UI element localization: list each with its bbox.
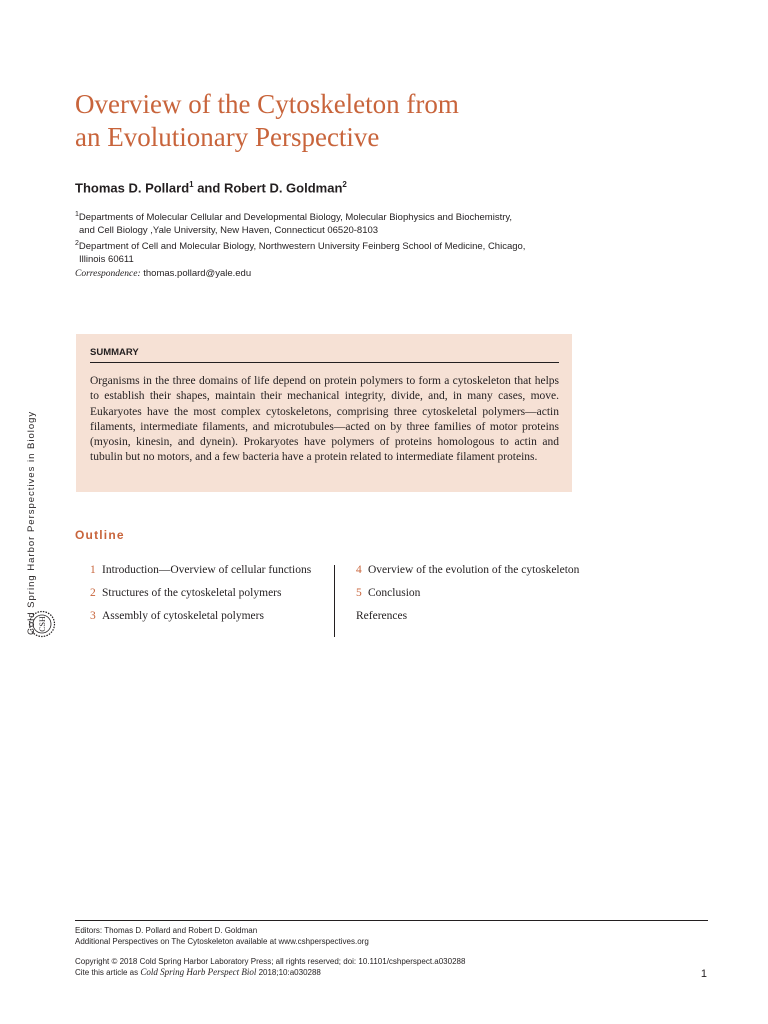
outline-left-column bbox=[90, 563, 330, 632]
title-line-2: an Evolutionary Perspective bbox=[75, 122, 380, 152]
outline-item[interactable] bbox=[356, 609, 656, 624]
outline-item[interactable] bbox=[90, 563, 330, 578]
author-1-sup: 1 bbox=[189, 180, 194, 189]
affiliation-2 bbox=[75, 237, 595, 266]
footer-copyright: Copyright © 2018 Cold Spring Harbor Laboratory Press; all rights reserved; doi: 10.1101/cshperspect.a030288 bbox=[75, 957, 466, 966]
author-2: Robert D. Goldman bbox=[223, 180, 343, 196]
cshl-logo-icon bbox=[28, 610, 56, 638]
outline-right-column bbox=[356, 563, 656, 632]
outline-heading: Outline bbox=[75, 528, 125, 542]
cite-prefix: Cite this article as bbox=[75, 968, 141, 977]
logo-text: CSH bbox=[38, 616, 47, 632]
outline-item-label: Assembly of cytoskeletal polymers bbox=[102, 610, 264, 622]
journal-sidebar bbox=[26, 395, 40, 635]
outline-item-number: 2 bbox=[90, 587, 96, 599]
affiliation-2-sup: 2 bbox=[75, 240, 79, 247]
title-line-1: Overview of the Cytoskeleton from bbox=[75, 89, 459, 119]
outline-item-number: 3 bbox=[90, 610, 96, 622]
outline-item-label: Overview of the evolution of the cytoskeleton bbox=[368, 564, 580, 576]
footer-additional-line: Additional Perspectives on The Cytoskeleton available at www.cshperspectives.org bbox=[75, 937, 369, 946]
outline-item[interactable] bbox=[90, 586, 330, 601]
footer-cite bbox=[75, 967, 675, 978]
outline-item-number: 1 bbox=[90, 564, 96, 576]
outline-item-number: 5 bbox=[356, 587, 362, 599]
article-title bbox=[75, 88, 635, 154]
cite-journal: Cold Spring Harb Perspect Biol bbox=[140, 967, 257, 977]
affiliation-1 bbox=[75, 208, 595, 237]
affiliation-1-line-1: Departments of Molecular Cellular and Developmental Biology, Molecular Biophysics and Biochemistry, bbox=[78, 212, 513, 224]
outline-item[interactable] bbox=[90, 609, 330, 624]
footer-editors-line: Editors: Thomas D. Pollard and Robert D. Goldman bbox=[75, 926, 258, 935]
summary-divider bbox=[90, 362, 559, 363]
affiliation-2-line-2: Illinois 60611 bbox=[79, 254, 134, 266]
author-1: Thomas D. Pollard bbox=[75, 180, 190, 196]
affiliation-2-line-1: Department of Cell and Molecular Biology, Northwestern University Feinberg School of Medicine, Chicago, bbox=[78, 241, 526, 253]
author-and: and bbox=[193, 180, 224, 196]
journal-name-vertical: Cold Spring Harbor Perspectives in Biology bbox=[26, 410, 37, 635]
summary-box bbox=[76, 334, 572, 492]
outline-item-label: References bbox=[356, 610, 408, 622]
footer-divider bbox=[75, 920, 708, 921]
outline-divider bbox=[334, 565, 335, 637]
correspondence-email[interactable]: thomas.pollard@yale.edu bbox=[140, 268, 252, 279]
footer-citation bbox=[75, 956, 675, 978]
page-number: 1 bbox=[700, 968, 707, 980]
correspondence-label: Correspondence: bbox=[75, 269, 141, 279]
affiliation-1-sup: 1 bbox=[75, 211, 79, 218]
outline-item-label: Structures of the cytoskeletal polymers bbox=[102, 587, 282, 599]
cite-suffix: 2018;10:a030288 bbox=[256, 968, 321, 977]
outline-item-label: Introduction—Overview of cellular functions bbox=[102, 564, 312, 576]
affiliation-1-line-2: and Cell Biology ,Yale University, New Haven, Connecticut 06520-8103 bbox=[79, 225, 379, 237]
outline-item-number: 4 bbox=[356, 564, 362, 576]
correspondence bbox=[75, 268, 251, 279]
summary-heading: SUMMARY bbox=[90, 347, 139, 358]
author-2-sup: 2 bbox=[342, 180, 347, 189]
outline-item[interactable] bbox=[356, 586, 656, 601]
outline-item[interactable] bbox=[356, 563, 656, 578]
authors bbox=[75, 180, 347, 195]
footer-editors bbox=[75, 925, 675, 947]
outline-item-label: Conclusion bbox=[368, 587, 421, 599]
summary-text: Organisms in the three domains of life depend on protein polymers to form a cytoskeleton that helps to establish their shapes, maintain their mechanical integrity, divide, and, in many cases, move. Eukaryotes have the most complex cytoskeletons, comprising three cytoskeletal polymers—actin filaments, intermediate filaments, and microtubules—acted on by three families of motor proteins (myosin, kinesin, and dynein). Prokaryotes have polymers of proteins homologous to actin and tubulin but no motors, and a few bacteria have a protein related to intermediate filament proteins. bbox=[90, 375, 559, 464]
